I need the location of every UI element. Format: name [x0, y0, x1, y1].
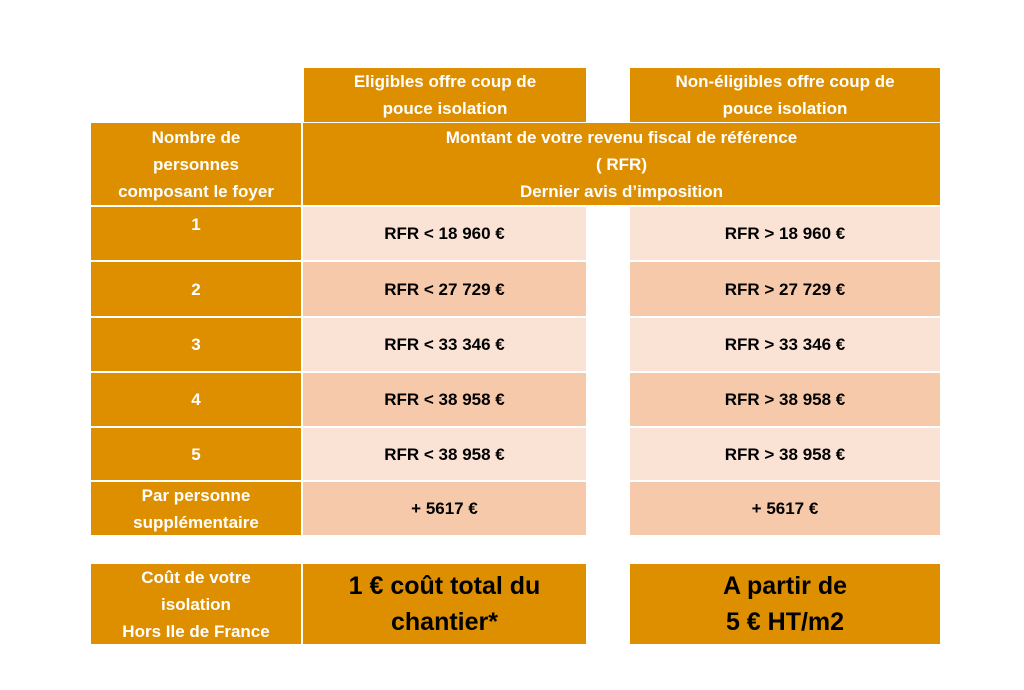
non-eligible-cell: RFR > 33 346 €: [630, 318, 940, 371]
header-eligible-line2: pouce isolation: [382, 99, 508, 118]
non-eligible-cell: RFR > 38 958 €: [630, 428, 940, 480]
cost-eligible-line2: chantier*: [391, 608, 498, 636]
cost-label: [91, 564, 301, 644]
cost-non-eligible: [630, 564, 940, 644]
persons-header-line3: composant le foyer: [118, 181, 274, 201]
persons-header-line2: personnes: [153, 154, 239, 174]
eligible-cell: RFR < 38 958 €: [303, 428, 586, 480]
persons-cell: 3: [91, 318, 301, 371]
header-eligible: [304, 68, 586, 122]
persons-header-line1: Nombre de: [151, 127, 241, 147]
non-eligible-cell: RFR > 38 958 €: [630, 373, 940, 426]
persons-cell: 1: [91, 207, 301, 260]
cost-label-line1: Coût de votre: [141, 567, 251, 587]
header-eligible-line1: Eligibles offre coup de: [353, 72, 537, 91]
cost-eligible-line1: 1 € coût total du: [348, 572, 541, 600]
extra-person-label-line2: supplémentaire: [133, 512, 259, 532]
cost-label-line2: isolation: [161, 594, 231, 614]
cost-eligible: [303, 564, 586, 644]
persons-cell: 2: [91, 262, 301, 316]
persons-cell: 5: [91, 428, 301, 480]
header-non-eligible-line2: pouce isolation: [722, 99, 848, 118]
non-eligible-cell: RFR > 18 960 €: [630, 207, 940, 260]
header-non-eligible-line1: Non-éligibles offre coup de: [675, 72, 895, 91]
extra-person-eligible: + 5617 €: [303, 482, 586, 535]
persons-cell: 4: [91, 373, 301, 426]
cost-non-eligible-line1: A partir de: [722, 572, 848, 600]
extra-person-non-eligible: + 5617 €: [630, 482, 940, 535]
cost-non-eligible-line2: 5 € HT/m2: [725, 608, 845, 636]
income-header-line2: ( RFR): [596, 154, 647, 174]
eligible-cell: RFR < 38 958 €: [303, 373, 586, 426]
income-header-line1: Montant de votre revenu fiscal de référence: [445, 127, 798, 147]
cost-label-line3: Hors Ile de France: [122, 621, 270, 641]
header-non-eligible: [630, 68, 940, 122]
extra-person-label: [91, 482, 301, 535]
eligible-cell: RFR < 27 729 €: [303, 262, 586, 316]
eligible-cell: RFR < 33 346 €: [303, 318, 586, 371]
persons-header: [91, 123, 301, 205]
non-eligible-cell: RFR > 27 729 €: [630, 262, 940, 316]
extra-person-label-line1: Par personne: [141, 485, 251, 505]
income-header-line3: Dernier avis d’imposition: [519, 181, 724, 201]
income-header: [303, 123, 940, 205]
eligible-cell: RFR < 18 960 €: [303, 207, 586, 260]
